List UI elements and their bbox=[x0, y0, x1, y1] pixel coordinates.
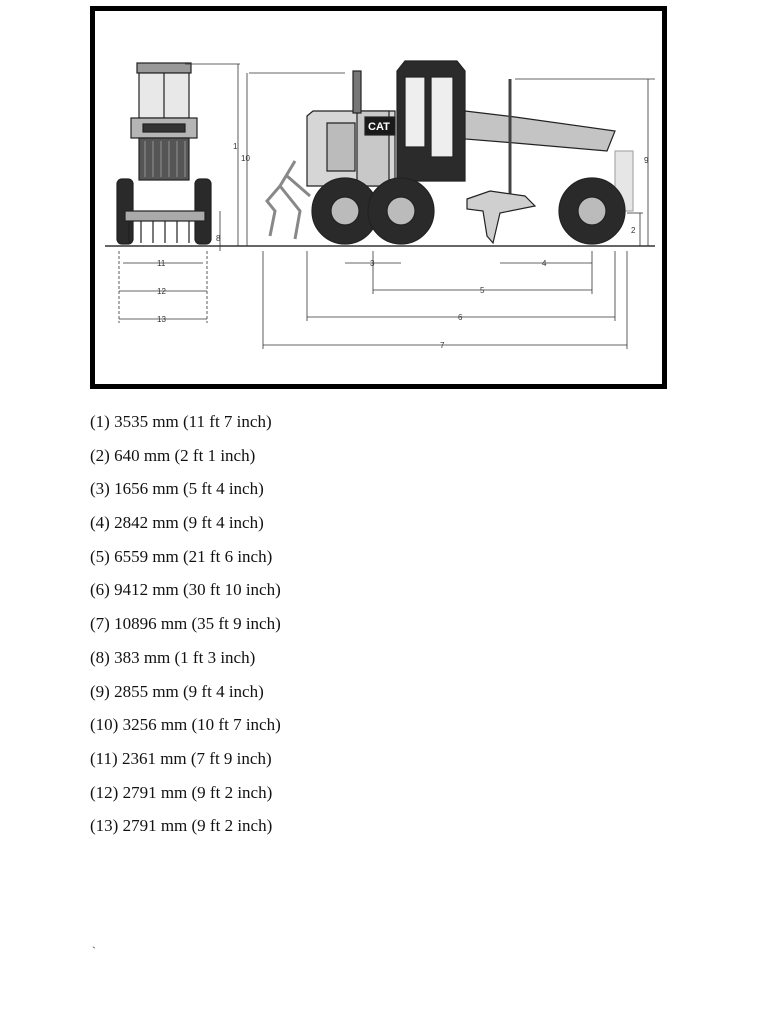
callout-1: 1 bbox=[233, 142, 238, 151]
spec-item: (10) 3256 mm (10 ft 7 inch) bbox=[90, 715, 281, 735]
callout-9: 9 bbox=[644, 156, 649, 165]
motor-grader-drawing bbox=[95, 11, 662, 384]
spec-item: (12) 2791 mm (9 ft 2 inch) bbox=[90, 782, 273, 802]
callout-13: 13 bbox=[157, 315, 166, 324]
side-view bbox=[267, 61, 633, 244]
footnote-mark: ` bbox=[92, 944, 96, 958]
callout-11: 11 bbox=[157, 259, 166, 268]
spec-item: (6) 9412 mm (30 ft 10 inch) bbox=[90, 580, 281, 600]
spec-item: (1) 3535 mm (11 ft 7 inch) bbox=[90, 412, 272, 431]
cat-logo: CAT bbox=[368, 121, 390, 133]
callout-12: 12 bbox=[157, 287, 166, 296]
callout-6: 6 bbox=[458, 313, 463, 322]
spec-item: (3) 1656 mm (5 ft 4 inch) bbox=[90, 479, 264, 499]
spec-item: (4) 2842 mm (9 ft 4 inch) bbox=[90, 513, 264, 533]
spec-item: (8) 383 mm (1 ft 3 inch) bbox=[90, 647, 256, 667]
dimension-diagram bbox=[90, 6, 667, 389]
callout-5: 5 bbox=[480, 286, 485, 295]
front-view bbox=[117, 63, 211, 244]
spec-item: (13) 2791 mm (9 ft 2 inch) bbox=[90, 816, 273, 836]
spec-item: (2) 640 mm (2 ft 1 inch) bbox=[90, 445, 256, 465]
spec-item: (5) 6559 mm (21 ft 6 inch) bbox=[90, 546, 273, 566]
callout-4: 4 bbox=[542, 259, 547, 268]
spec-item: (9) 2855 mm (9 ft 4 inch) bbox=[90, 681, 264, 701]
callout-2: 2 bbox=[631, 226, 636, 235]
callout-8: 8 bbox=[216, 234, 221, 243]
spec-item: (11) 2361 mm (7 ft 9 inch) bbox=[90, 748, 272, 768]
callout-7: 7 bbox=[440, 341, 445, 350]
callout-10: 10 bbox=[241, 154, 250, 163]
wheels bbox=[312, 178, 625, 244]
callout-3: 3 bbox=[370, 259, 375, 268]
spec-item: (7) 10896 mm (35 ft 9 inch) bbox=[90, 614, 281, 634]
dimension-spec-list bbox=[90, 405, 281, 843]
